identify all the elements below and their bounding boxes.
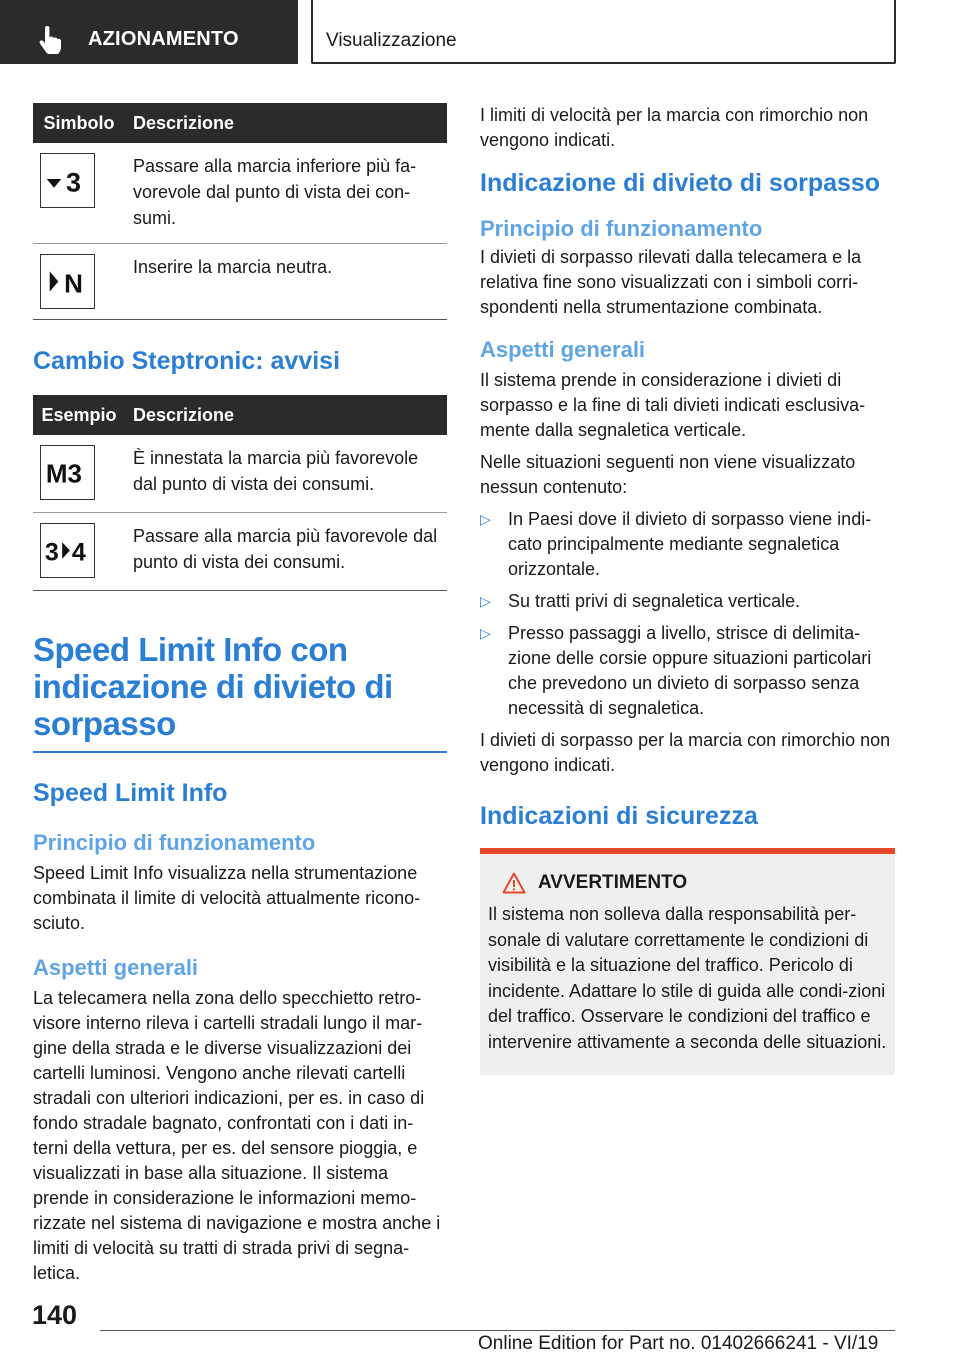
symbols-row-text: Inserire la marcia neutra. <box>125 244 447 320</box>
main-title: Speed Limit Info con indicazione di divieto di sorpasso <box>33 631 393 742</box>
svg-text:3: 3 <box>44 538 59 567</box>
situations-list <box>480 507 895 721</box>
table-row <box>33 435 447 513</box>
triangle-bullet-icon: ▷ <box>480 511 491 527</box>
examples-table-header-description: Descrizione <box>125 395 447 435</box>
table-row <box>33 143 447 244</box>
steptronic-heading: Cambio Steptronic: avvisi <box>33 347 341 375</box>
svg-text:4: 4 <box>71 538 86 567</box>
safety-heading: Indicazioni di sicurezza <box>480 802 758 830</box>
title-rule <box>33 751 447 753</box>
symbols-table-header-symbol: Simbolo <box>33 103 125 143</box>
examples-table <box>33 395 447 591</box>
list-item: ▷ In Paesi dove il divieto di sorpasso viene indi-cato principalmente mediante segnaletica orizzontale. <box>480 509 872 579</box>
left-column <box>33 103 447 1286</box>
list-item: ▷ Su tratti privi di segnaletica verticale. <box>480 589 895 614</box>
sli-general-text: La telecamera nella zona dello specchietto retro-visore interno rileva i cartelli stradali lungo il mar-gine della strada e le diverse visualizzazioni dei cartelli luminosi. Vengono anche rilevati cartelli stradali con ulteriori indicazioni, per es. in caso di fondo stradale bagnato, confrontati con i dati in-terni della vettura, per es. del sensore pioggia, e visualizzati in base alla situazione. Il sistema prende in considerazione le informazioni memo-rizzate nel sistema di navigazione e mostra anche i limiti di velocità su tratti di strada privi di segna-letica. <box>33 988 441 1283</box>
right-column <box>480 103 895 1075</box>
page-number: 140 <box>32 1300 78 1330</box>
svg-text:M3: M3 <box>45 458 82 489</box>
header-section-label: AZIONAMENTO <box>88 28 239 50</box>
header-section-tab <box>0 0 298 64</box>
svg-text:3: 3 <box>66 167 82 198</box>
symbols-row-text: Passare alla marcia inferiore più fa-vorevole dal punto di vista dei con-sumi. <box>125 143 447 244</box>
table-row <box>33 244 447 320</box>
no-overtaking-general-text: Il sistema prende in considerazione i divieti di sorpasso e la fine di tali divieti indicati esclusiva-mente dalla segnaletica verticale. <box>480 370 866 440</box>
symbols-table <box>33 103 447 320</box>
trailer-speed-text: I limiti di velocità per la marcia con rimorchio non vengono indicati. <box>480 105 869 150</box>
no-overtaking-principle-heading: Principio di funzionamento <box>480 216 763 241</box>
hand-pointer-icon <box>38 26 64 54</box>
sli-principle-text: Speed Limit Info visualizza nella strumentazione combinata il limite di velocità attualmente ricono-sciuto. <box>33 863 421 933</box>
no-overtaking-heading: Indicazione di divieto di sorpasso <box>480 169 881 197</box>
footer-edition: Online Edition for Part no. 01402666241 - VI/19 <box>478 1333 879 1354</box>
neutral-n-icon <box>40 254 95 309</box>
footer-rule <box>100 1330 895 1331</box>
no-overtaking-general-heading: Aspetti generali <box>480 337 646 362</box>
symbols-table-header-description: Descrizione <box>125 103 447 143</box>
no-overtaking-principle-text: I divieti di sorpasso rilevati dalla telecamera e la relativa fine sono visualizzati con i simboli corri-spondenti nella strumentazione combinata. <box>480 247 862 317</box>
trailer-overtaking-text: I divieti di sorpasso per la marcia con rimorchio non vengono indicati. <box>480 730 891 775</box>
warning-text: Il sistema non solleva dalla responsabilità per-sonale di valutare correttamente le condizioni di visibilità e la situazione del traffico. Pericolo di incidente. Adattare lo stile di guida alle condi-zioni del traffico. Osservare le condizioni del traffico e intervenire attivamente a seconda delle situazioni. <box>488 904 887 1052</box>
warning-box <box>480 848 895 1075</box>
examples-row-text: È innestata la marcia più favorevole dal punto di vista dei consumi. <box>125 435 447 513</box>
svg-text:N: N <box>64 268 83 299</box>
m3-icon <box>40 445 95 500</box>
triangle-bullet-icon: ▷ <box>480 625 491 641</box>
triangle-bullet-icon: ▷ <box>480 593 491 609</box>
situations-text: Nelle situazioni seguenti non viene visualizzato nessun contenuto: <box>480 452 856 497</box>
warning-title: AVVERTIMENTO <box>538 872 688 893</box>
shift-3-to-4-icon <box>40 523 95 578</box>
warning-triangle-icon <box>502 872 526 894</box>
header-topic-label: Visualizzazione <box>326 30 457 51</box>
examples-row-text: Passare alla marcia più favorevole dal punto di vista dei consumi. <box>125 513 447 591</box>
list-item: ▷ Presso passaggi a livello, strisce di delimita-zione delle corsie oppure situazioni particolari che prevedono un divieto di sorpasso senza necessità di segnaletica. <box>480 623 872 718</box>
examples-table-header-example: Esempio <box>33 395 125 435</box>
sli-heading: Speed Limit Info <box>33 779 228 807</box>
shift-down-3-icon <box>40 153 95 208</box>
sli-principle-heading: Principio di funzionamento <box>33 830 316 855</box>
sli-general-heading: Aspetti generali <box>33 955 199 980</box>
table-row <box>33 513 447 591</box>
